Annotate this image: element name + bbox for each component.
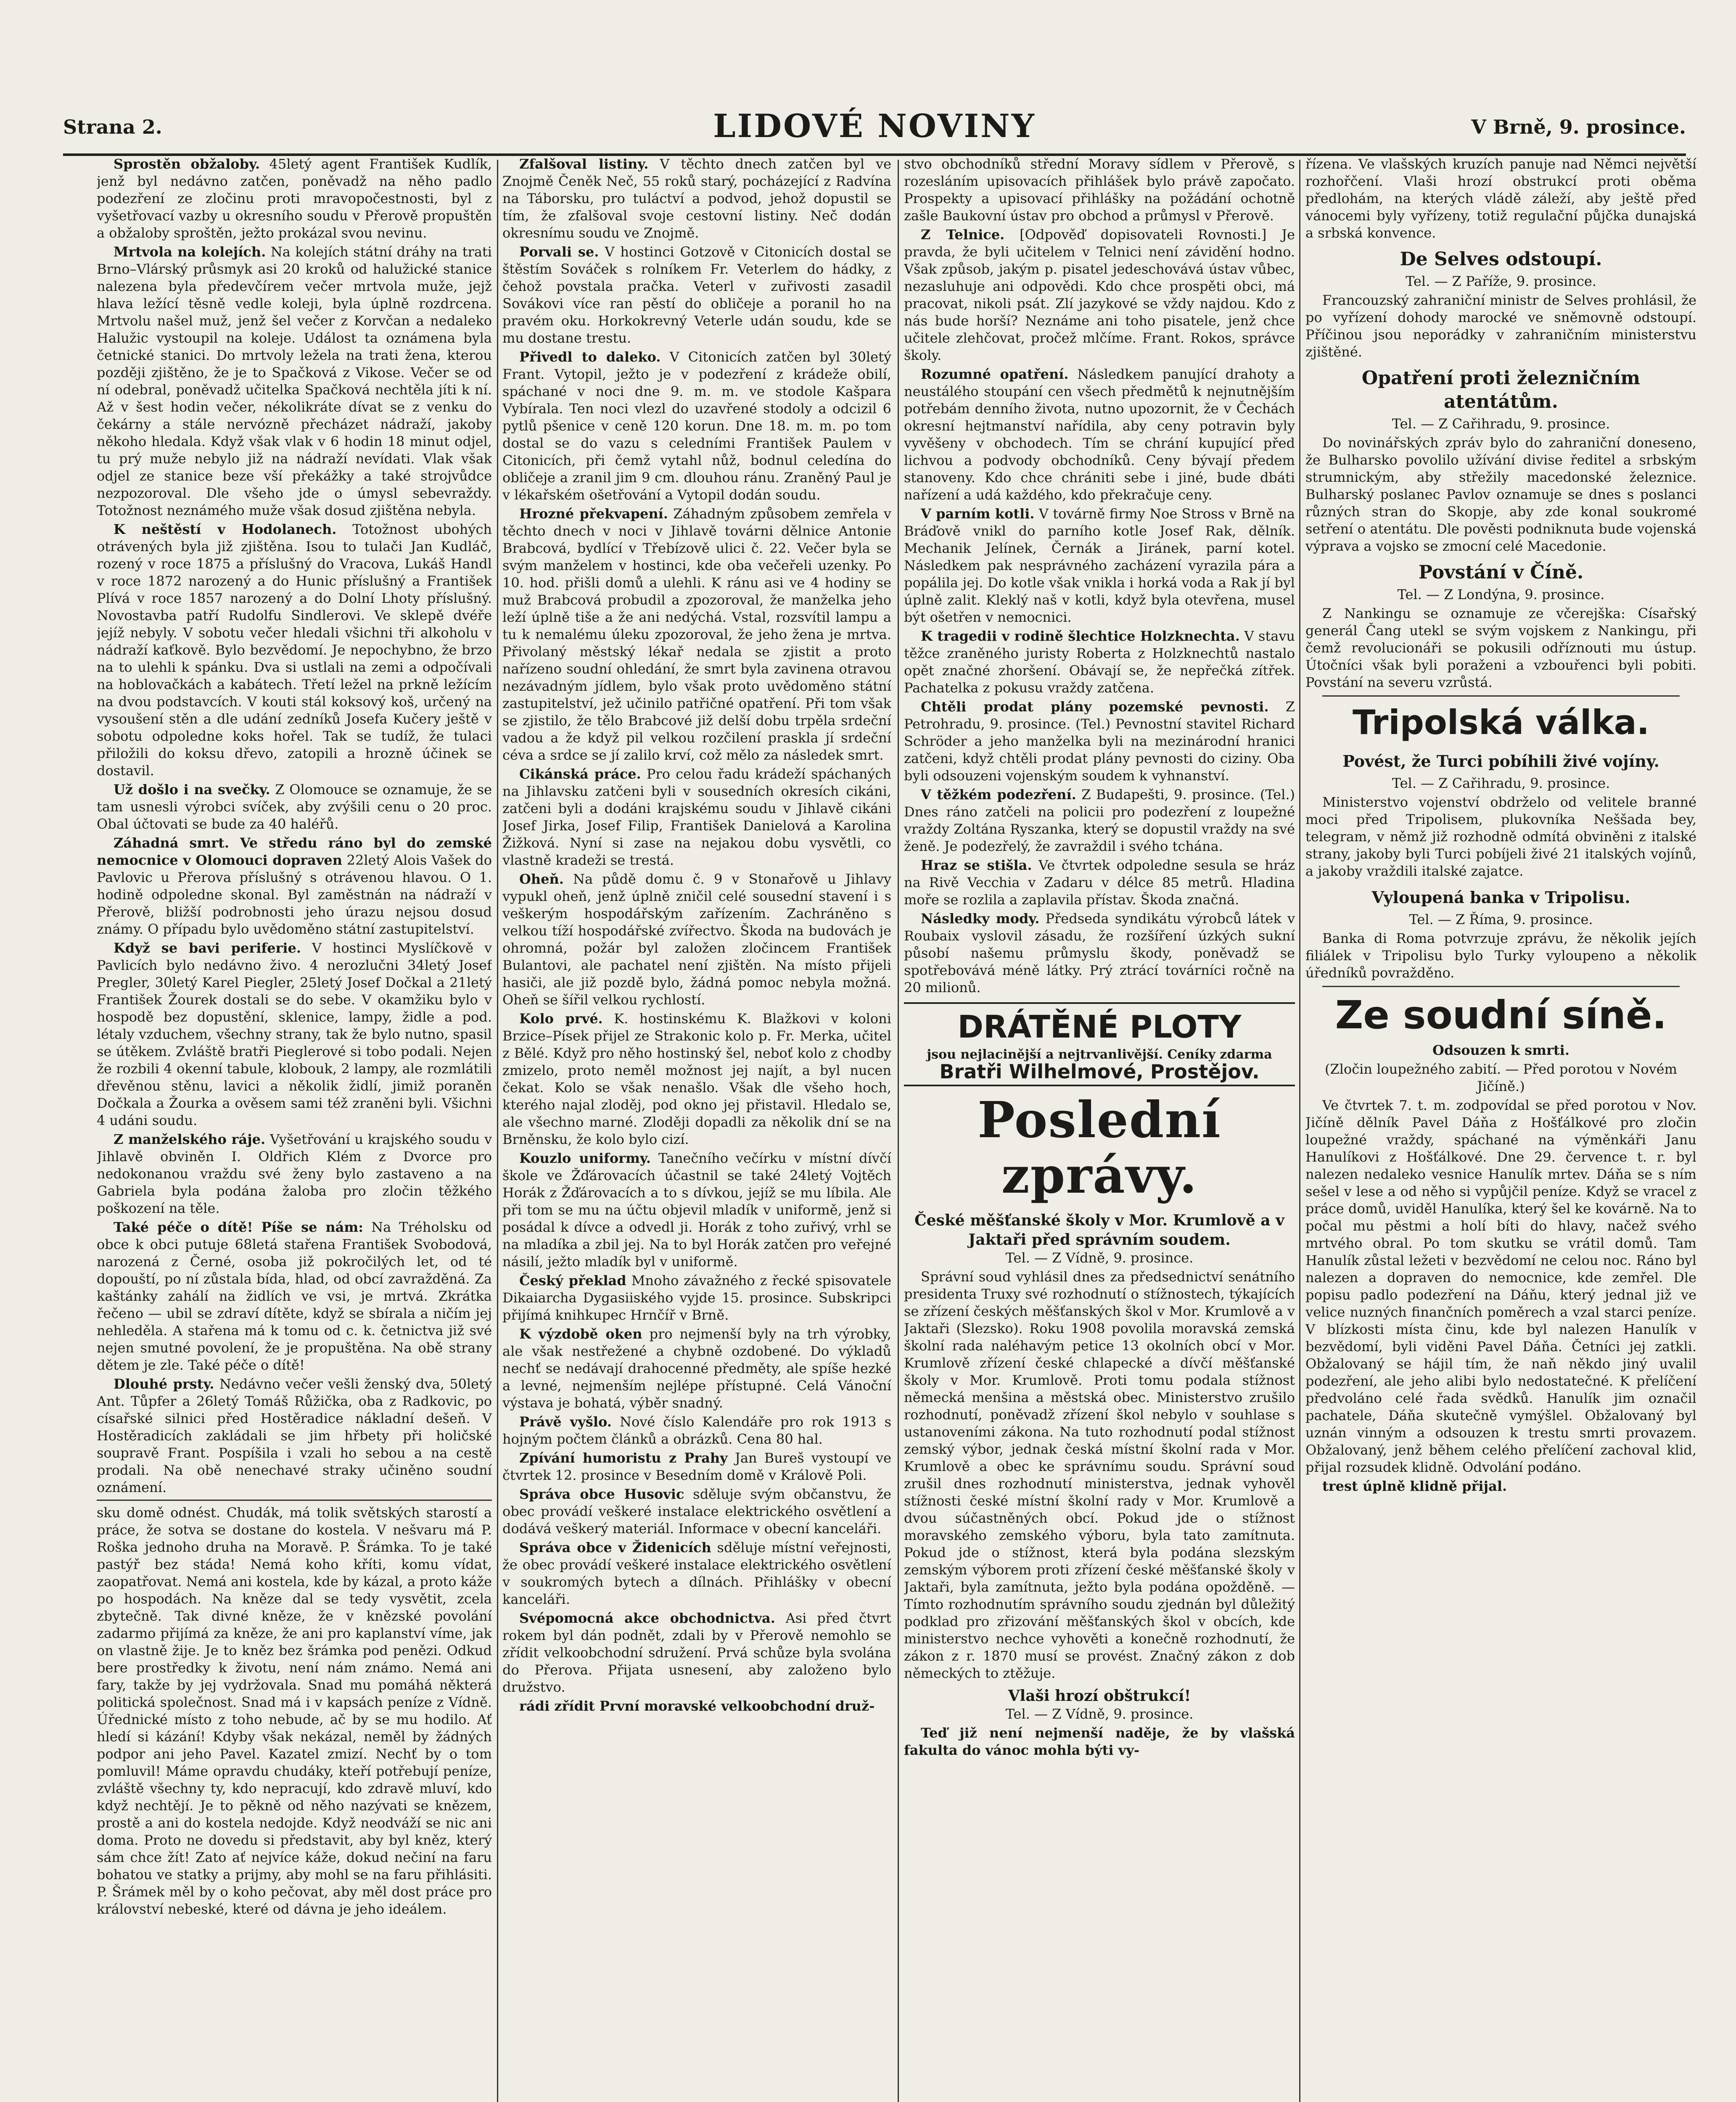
article-body: V továrně firmy Noe Stross v Brně na Bráďově vnikl do parního kotle Josef Rak, dělník. Mechanik Jelínek, Černák a Jiránek, parní kotel. Následkem pak nesprávného zacházení vyrazila pára a popálila jej. Do kotle však vnikla i horká voda a Rak jí byl úplně zalit. Kleklý naš v kotli, když byla otevřena, musel být ošetřen v nemocnici. xyxy=(904,506,1295,625)
article-headline: Oheň. xyxy=(519,871,564,887)
article-body: Vyšetřování u krajského soudu v Jihlavě obviněn I. Oldřich Klém z Dvorce pro nedokonanou vraždu své ženy bylo zastaveno a na Gabriela byla podána žaloba pro zločin těžkého poškození na těle. xyxy=(97,1131,492,1216)
article-body: Ve čtvrtek odpoledne sesula se hráz na Rivě Vecchia v Zadaru v délce 85 metrů. Hladina moře se rozlila a zaplavila přístav. Škoda značná. xyxy=(904,857,1295,908)
article-headline: Správa obce Husovic xyxy=(519,1486,684,1502)
article-headline: De Selves odstoupí. xyxy=(1400,248,1602,270)
article-headline: Z Telnice. xyxy=(921,227,1005,243)
article-body: Ve čtvrtek 7. t. m. zodpovídal se před porotou v Nov. Jičíně dělník Pavel Dáňa z Hošťálkové pro zločin loupežné vraždy, spáchané na výměnkáři Janu Hanulíkovi z Hošťálkové. Dne 29. července t. r. byl nalezen nedaleko vesnice Hanulík mrtev. Dáňa se s ním sešel v lese a od něho si vypůjčil peníze. Když se vracel z práce domů, uviděl Hanulíka, který šel ke kovárně. Na to počal mu pěstmi a holí bíti do hlavy, načež svého mrtvého obral. Po tom skutku se vrátil domů. Tam Hanulík zůstal ležeti v bezvědomí ne celou noc. Ráno byl nalezen a dopraven do nemocnice, kde zemřel. Dle popisu padlo podezření na Dáňu, který jednal již ve velice nuzných finančních poměrech a vzal starci peníze. V blízkosti místa činu, kde byl nalezen Hanulík v bezvědomí, byli viděni Pavel Dáňa. Četníci jej zatkli. Obžalovaný se hájil tím, že naň někdo jiný uvalil podezření, ale jeho alibi bylo nedostatečné. K přelíčení předvoláno celé řada svědků. Hanulík jim označil pachatele, Dáňa skutečně vymýšlel. Obžalovaný byl uznán vinným a odsouzen k trestu smrti provazem. Obžalovaný, jenž během celého přelíčení zachoval klid, přijal rozsudek klidně. Odvolání podáno. xyxy=(1305,1097,1696,1475)
article xyxy=(97,781,492,833)
article-body: Nové číslo Kalendáře pro rok 1913 s hojným počtem článků a obrázků. Cena 80 hal. xyxy=(502,1414,891,1447)
article-dateline: Tel. — Z Říma, 9. prosince. xyxy=(1409,911,1593,927)
column-rule xyxy=(497,160,498,2102)
article-headline: V parním kotli. xyxy=(921,506,1035,522)
article-body: V Citonicích zatčen byl 30letý Frant. Vytopil, ježto je v podezření z krádeže obilí, spáchané v noci dne 9. m. m. ve stodole Kašpara Vybírala. Ten noci vlezl do uzavřené stodoly a odcizil 6 pytlů pšenice v ceně 120 korun. Dne 18. m. m. po tom dostal se do vazu s celedními František Paulem v Citonicích, při čemž vytahl nůž, bodnul celedína do obličeje a zranil jim 9 cm. dlouhou ránu. Zraněný Paul je v lékařském ošetřování a Vytopil dodán soudu. xyxy=(502,349,891,503)
article-headline: Cikánská práce. xyxy=(519,766,641,782)
article xyxy=(97,1131,492,1217)
article-body: Banka di Roma potvrzuje zprávu, že několik jejích filiálek v Tripolisu bylo Turky vyloupeno a několik úředníků povražděno. xyxy=(1305,930,1696,981)
column-3 xyxy=(904,156,1295,2102)
article xyxy=(904,857,1295,908)
feuilleton-text: sku domě odnést. Chudák, má tolik světských starostí a práce, že sotva se dostane do kostela. V nešvaru má P. Roška jednoho druha na Moravě. P. Šrámka. To je také pastýř bez stáda! Nemá koho kříti, komu vídat, zaopatřovat. Nemá ani kostela, kde by kázal, a proto káže po hospodách. Na kněze dal se tedy vysvětit, zcela zbytečně. Tak divné kněze, že v knězské povolání zadarmo přijímá za kněze, že ani pro kaplanství víme, jak on vlastně žije. Je to kněz bez šrámka pod penězi. Odkud bere prostředky k životu, není nám známo. Nemá ani fary, takže by jej vydržovala. Snad mu pomáhá některá politická společnost. Snad má i v kapsách peníze z Vídně. Úřednické místo z toho nebude, ač by se mu hodilo. Ať hledí si kázání! Kdyby však nekázal, neměl by žádných podpor ani jeho Pavel. Kazatel zmizí. Nechť by o tom pomluvil! Máme opravdu chudáky, kteří potřebují peníze, zvláště všechny ty, kdo nepracují, kdo zdravě mluví, kdo když nechtějí. Je to pěkně od něho nazývati se knězem, prostě a ani do kostela nedojde. Když neodváží se nic ani doma. Proto ne dovedu si představit, aby byl kněz, který sám chce žít! Zato ať nejvíce káže, dokud nečiní na faru bohatou ve statky a prijmy, aby mohl se na faru přihlásiti. P. Šrámek měl by o koho pečovat, aby měl dost práce pro království nebeské, které od dávna je jeho ideálem. xyxy=(97,1505,492,1917)
article-body: V stavu těžce zraněného juristy Roberta z Holzknechtů nastalo opět značné zhoršení. Obávají se, že nepřečká zítřek. Pachatelka z pokusu vraždy zatčena. xyxy=(904,628,1295,696)
article xyxy=(97,156,492,242)
article-headline: Svépomocná akce obchodnictva. xyxy=(519,1610,775,1626)
article-headline: Správa obce v Židenicích xyxy=(519,1540,711,1555)
article-headline: K výzdobě oken xyxy=(519,1326,642,1342)
article-headline: Také péče o dítě! Píše se nám: xyxy=(114,1219,364,1235)
article-dateline: Tel. — Z Londýna, 9. prosince. xyxy=(1397,586,1605,602)
article-headline: Český překlad xyxy=(519,1273,626,1289)
article xyxy=(502,1150,891,1270)
article-body: Mnoho závažného z řecké spisovatele Dikaiarcha Dygasiiského vyjde 15. prosince. Subskripci přijímá knihkupec Hrnčíř v Brně. xyxy=(502,1273,891,1323)
article-body: Následkem panující drahoty a neustálého stoupání cen všech předmětů k nejnutnějším potřebám denního života, nutno upozornit, že v Čechách okresní hejtmanství nařídila, aby ceny potravin byly vyvěšeny v obchodech. Tím se chrání kupující před lichvou a podvody obchodníků. Ceny bývají předem stanoveny. Kdo chce chrániti sebe i jiné, bude dbáti nařízení a udá každého, kdo překračuje ceny. xyxy=(904,366,1295,503)
article xyxy=(502,1272,891,1324)
newspaper-title: LIDOVÉ NOVINY xyxy=(713,107,1036,145)
article xyxy=(97,243,492,519)
article-body: Do novinářských zpráv bylo do zahraniční doneseno, že Bulharsko povolilo užívání divise ředitel a srbským strumnickým, aby střežily macedonské železnice. Bulharský poslanec Pavlov oznamuje se dnes s poslanci různých stran do Skopje, aby zde konal soukromé setření o atentátu. Dle pověsti podniknuta bude vojenská výprava a vojsko se zmocní celé Macedonie. xyxy=(1305,435,1696,554)
column-4 xyxy=(1305,156,1696,2102)
article-body: 45letý agent František Kudlík, jenž byl nedávno zatčen, poněvadž na něho padlo podezření ze zločinu proti mravopočestnosti, byl z vyšetřovací vazby u okresního soudu v Přerově propuštěn a obžaloby sproštěn, ježto prokázal svou nevinu. xyxy=(97,156,492,241)
article xyxy=(904,910,1295,996)
article xyxy=(502,505,891,764)
article-body: Záhadným způsobem zemřela v těchto dnech v noci v Jihlavě továrni dělnice Antonie Brabcová, bydlící v Třebízově ulici č. 22. Večer byla se svým manželem v hostinci, kde oba večeřeli uzenky. Po 10. hod. přišli domů a ulehli. K ránu asi ve 4 hodiny se muž Brabcová probudil a zpozoroval, že manželka jeho leží úplně tiše a že ani nedýchá. Vstal, rozsvítil lampu a tu k nemalému úleku zpozoroval, že jeho žena je mrtva. Přivolaný městský lékař nedala se zjistit a proto nařízeno soudní ohledání, že smrt byla zavinena otravou nezávadným jídlem, bylo však proto uvědoměno státní zastupitelství, jež učinilo patřičné opatření. Při tom však se zjistilo, že tělo Brabcové již delší dobu trpěla srdeční vadou a že když pil velkou rozčilení praskla jí srdeční céva a srdce se jí zalilo krví, což mělo za následek smrt. xyxy=(502,506,891,763)
article-headline: Vyloupená banka v Tripolisu. xyxy=(1371,888,1630,907)
article xyxy=(502,349,891,504)
article-body: V těchto dnech zatčen byl ve Znojmě Čeněk Neč, 55 roků starý, pocházející z Radvína na Táborsku, pro tuláctví a podvod, jehož dopustil se tím, že zfalšoval svoje cestovní listiny. Neč dodán okresnímu soudu ve Znojmě. xyxy=(502,156,891,241)
article-body: Jan Bureš vystoupí ve čtvrtek 12. prosince v Besedním domě v Králově Poli. xyxy=(502,1450,891,1483)
article-headline: Kolo prvé. xyxy=(519,1011,603,1027)
article xyxy=(502,766,891,869)
page-number: Strana 2. xyxy=(63,116,162,138)
article-headline: Sprostěn obžaloby. xyxy=(114,156,260,172)
article-headline: Když se bavi periferie. xyxy=(114,940,301,956)
article-body: sděluje místní veřejnosti, že obec provádí veškeré instalace elektrického osvětlení v soukromých bytech a dílnách. Přihlášky v obecní kanceláři. xyxy=(502,1540,891,1607)
section-title: Poslední zprávy. xyxy=(978,1091,1221,1204)
article-headline: Už došlo i na svečky. xyxy=(114,782,270,797)
article xyxy=(502,1610,891,1696)
article-body: Z Petrohradu, 9. prosince. (Tel.) Pevnostní stavitel Richard Schröder a jeho manželka byli na mezinárodní hranici zatčeni, když chtěli prodat plány pevnosti do ciziny. Oba byli odsouzeni vojenským soudem k vyhnanství. xyxy=(904,699,1295,784)
article xyxy=(502,871,891,1009)
article-body: Z Olomouce se oznamuje, že se tam usnesli výrobci svíček, aby zvýšili cenu o 20 proc. Obal účtovati se bude za 40 haléřů. xyxy=(97,782,492,832)
advertisement xyxy=(904,1002,1295,1086)
masthead xyxy=(63,107,1686,156)
article-dateline: Tel. — Z Vídně, 9. prosince. xyxy=(1005,1706,1194,1722)
article xyxy=(97,1376,492,1496)
section-divider xyxy=(1322,986,1680,987)
article-headline: Dlouhé prsty. xyxy=(114,1376,214,1392)
article-headline: Mrtvola na kolejích. xyxy=(114,244,266,260)
article-body: Ministerstvo vojenství obdrželo od velitele branné moci před Tripolisem, plukovníka Neššada bey, telegram, v němž již rozhodně odmítá obviněni z italské strany, jakoby byli Turci pobíjeli živé 21 italských vojínů, a jakoby vraždili italské zajatce. xyxy=(1305,794,1696,879)
article-headline: Porvali se. xyxy=(519,244,599,260)
section-divider xyxy=(1322,695,1680,697)
article xyxy=(502,1326,891,1412)
article-headline: Vlaši hrozí obštrukcí! xyxy=(1008,1687,1191,1705)
article-body: sděluje svým občanstvu, že obec provádí veškeré instalace elektrického osvětlení a dodává veškerý materiál. Informace v obecní kanceláři. xyxy=(502,1486,891,1537)
article-headline: Povést, že Turci pobíhili živé vojíny. xyxy=(1342,752,1659,771)
column-rule xyxy=(898,160,899,2102)
article-headline: Z manželského ráje. xyxy=(114,1131,266,1147)
issue-dateline: V Brně, 9. prosince. xyxy=(1471,116,1686,138)
section-divider xyxy=(97,1500,492,1501)
article-headline: Právě vyšlo. xyxy=(519,1414,612,1430)
article-body: Správní soud vyhlásil dnes za předsednictví senátního presidenta Truxy své rozhodnutí o stížnostech, týkajících se zřízení českých měšťanských škol v Mor. Krumlově a v Jaktaři (Slezsko). Roku 1908 povolila moravská zemská školní rada naléhavým petice 13 okolních obcí v Mor. Krumlově zřízení české chlapecké a dívčí měšťanské školy v Mor. Krumlově. Proti tomu podala stížnost německá menšina a městská obec. Ministerstvo zrušilo rozhodnutí, poněvadž zřízení škol nebylo v souhlase s ustanoveními zákona. Na tuto rozhodnutí podal stížnost zemský výbor, jednak česká místní školní rada v Mor. Krumlově a obec ke správnímu soudu. Správní soud zrušil dnes rozhodnutí ministerstva, jednak vyhověl stížnosti české místní školní rady v Mor. Krumlově a dvou súčastněných obcí. Pokud jde o stížnost moravského zemského výboru, byla tato zamítnuta. Pokud jde o stížnost, která byla podána slezským zemským výborem proti zřízení české měšťanské školy v Jaktaři, byla zamítnuta, ježto byla podána opožděně. — Tímto rozhodnutím správního soudu zjednán byl důležitý podklad pro zřizování měšťanských škol v obcích, kde ministerstvo nechce vyhověti a konečně rozhodnutí, že zákon z r. 1870 musí se provést. Značný zákon z dob německých to ztěžuje. xyxy=(904,1269,1295,1681)
article-body: Teď již není nejmenší naděje, že by vlašská fakulta do vánoc mohla býti vy- xyxy=(904,1725,1295,1758)
ad-company-name: Bratři Wilhelmové, Prostějov. xyxy=(939,1060,1260,1083)
article-dateline: Tel. — Z Paříže, 9. prosince. xyxy=(1406,273,1596,289)
section-title: Ze soudní síně. xyxy=(1335,993,1667,1038)
article-body: K. hostinskému K. Blažkovi v koloni Brzice–Písek přijel ze Strakonic kolo p. Fr. Merka, učitel z Bělé. Když pro něho hostinský šel, neboť kolo z chodby zmizelo, proto neměl možnost jej najít, a byl nucen čekat. Kolo se však nenašlo. Však dle všeho hoch, kterého najal zloděj, pod okno jej přistavil. Hledalo se, ale všechno marné. Zloději dopadli za několik dní se na Brněnsku, že kolo bylo cizí. xyxy=(502,1011,891,1147)
article-headline: Kouzlo uniformy. xyxy=(519,1150,651,1166)
article-headline: Chtěli prodat plány pozemské pevnosti. xyxy=(921,699,1269,715)
article-headline: Zfalšoval listiny. xyxy=(519,156,649,172)
article-headline: České měšťanské školy v Mor. Krumlově a v Jaktaři před správním soudem. xyxy=(914,1212,1284,1249)
article-body: Na kolejích státní dráhy na trati Brno–Vlárský průsmyk asi 20 kroků od halužické stanice nalezena byla předevčírem večer mrtvola muže, jejž hlava ležící těsně vedle koleji, byla úplně rozdrcena. Mrtvolu našel muž, jenž šel večer z Korvčan a nedaleko Halužic vystoupil na koleje. Událost ta oznámena byla četnické stanici. Do mrtvoly ležela na trati žena, kterou později zjištěno, že je to Spačková z Vikose. Večer se od ní odebral, poněvadž učitelka Spačková nechtěla jíti k ní. Až v šest hodin večer, nékolikráte dívat se z venku do čekárny a stále nervózně přecházet nádraží, jakoby někoho hledala. Když však vlak v 6 hodin 18 minut odjel, tu prý muže nebylo již na nádraží nevídati. Vlak však odjel ze stanice beze vší překážky a také strojvůdce nezpozoroval. Dle všeho jde o úmysl sebevraždy. Totožnost neznámého muže však dosud zjištěna nebyla. xyxy=(97,244,492,518)
article xyxy=(904,786,1295,855)
article-dateline: Tel. — Z Cařihradu, 9. prosince. xyxy=(1392,775,1610,791)
article xyxy=(904,226,1295,364)
column-rule xyxy=(1299,160,1300,2102)
section-title: Tripolská válka. xyxy=(1352,703,1650,742)
article xyxy=(97,1219,492,1374)
article-headline: V těžkém podezření. xyxy=(921,787,1076,803)
article-body: Na půdě domu č. 9 v Stonařově u Jihlavy vypukl oheň, jenž úplně zničil celé sousední stavení i s veškerým hospodářským zařízením. Zachráněno s velkou tíží hospodářské zvířectvo. Škoda na budovách je ohromná, požár byl založen zločincem František Bulantovi, ale pachatel není zjištěn. Na místo přijeli hasiči, ale již pozdě bylo, žádná pomoc nebyla možná. Oheň se šířil velkou rychlostí. xyxy=(502,871,891,1008)
article-headline: Přivedl to daleko. xyxy=(519,349,661,365)
article xyxy=(904,628,1295,697)
article xyxy=(502,1413,891,1448)
article-headline: Hrozné překvapení. xyxy=(519,506,668,522)
article-body: Francouzský zahraniční ministr de Selves prohlásil, že po vyřízení dohody marocké ve sněmovně odstoupí. Příčinou jsou neporádky v zahraničním ministerstvu zjištěné. xyxy=(1305,292,1696,360)
article xyxy=(97,834,492,938)
article xyxy=(97,940,492,1129)
column-2 xyxy=(502,156,891,2102)
article-body: Z Budapešti, 9. prosince. (Tel.) Dnes ráno zatčeli na policii pro podezření z loupežné vraždy Zoltána Ryszanka, který se dopustil vraždy na své ženě. Je podezřelý, že zavraždil i svého tchána. xyxy=(904,787,1295,854)
article-body: Předseda syndikátu výrobců látek v Roubaix vyslovil zásadu, že rozšíření úzkých sukní působí našemu průmyslu škody, poněvadž se spotřebovává méně látky. Prý ztrácí továrníci ročně na 20 milionů. xyxy=(904,911,1295,996)
article-body: 22letý Alois Vašek do Pavlovic u Přerova příslušný s otrávenou hlavou. O 1. hodině odpoledne skonal. Byl zaměstnán na nádraží v Přerově, bližší podrobnosti jeho úrazu nejsou dosud známy. O případu bylo uvědoměno státní zastupitelství. xyxy=(97,852,492,937)
article-body: Z Nankingu se oznamuje ze včerejška: Císařský generál Čang utekl se svým vojskem z Nankingu, při čemž revolucionáři se pokusili odříznouti mu ústup. Útočníci však byli poraženi a vzbouřenci byli pobiti. Povstání na severu vzrůstá. xyxy=(1305,605,1696,690)
article-body: Tanečního večírku v místní dívčí škole ve Žďárovacích účastnil se také 24letý Vojtěch Horák z Žďárovacích a to s dívkou, jejíž se mu líbila. Ale při tom se mu na účtu objevil mladík v uniformě, jenž si posádal k dívce a odvedl ji. Horák z toho zuřivý, vrhl se na mladíka a zbil jej. Na to byl Horák zatčen pro veřejné násilí, ježto mladík byl v uniformě. xyxy=(502,1150,891,1270)
article xyxy=(904,366,1295,504)
article-headline: Opatření proti železničním atentátům. xyxy=(1361,367,1641,412)
article-body: Asi před čtvrt rokem byl dán podnět, zdali by v Přerově nemohlo se zřídit velkoobchodní sdružení. Prvá schůze byla svolána do Přerova. Přijata usnesení, aby založeno bylo družstvo. xyxy=(502,1610,891,1695)
article-headline: K neštěstí v Hodolanech. xyxy=(114,521,337,537)
article-headline: Následky mody. xyxy=(921,911,1040,927)
article xyxy=(502,1539,891,1608)
article-dateline: Tel. — Z Cařihradu, 9. prosince. xyxy=(1392,416,1610,432)
article-body: Totožnost ubohých otrávených byla již zjištěna. Isou to tulači Jan Kudláč, rozený v roce 1875 a příslušný do Vracova, Lukáš Handl v roce 1872 narozený a do Hunic příslušný a František Plívá v roce 1857 narozený a do Dolní Lhoty příslušný. Novostavba patří Rudolfu Sindlerovi. Ve sklepě dvéře jejíž nebyly. V sobotu večer hledali všichni tři alkoholu v nádraží kaťkově. Bylo bezvědomí. Je nepochybno, že brzo na to ulehli k spánku. Dva si ustlali na zemi a odpočívali na hoblovačkách a kabátech. Třetí ležel na prkně ležícím na dvou podstavcích. V kouti stál koksový koš, určený na vysoušení stěn a dle udání zedníků Josefa Kučery ještě v sobotu odpoledne koks hořel. Tak se tudíž, že tulaci přiložili do koksu dřevo, zatopili a hrozně účinek se dostavil. xyxy=(97,521,492,779)
article xyxy=(502,243,891,347)
article-body: Nedávno večer vešli ženský dva, 50letý Ant. Tůpfer a 26letý Tomáš Růžička, oba z Radkovic, po císařské silnici před Hostěradice nákladní dešeň. V Hostěradicích zakládali se jim hřbety při holičské soupravě Frant. Pospíšila i vzali ho sebou a na cestě prodali. Na obě nenechavé straky učiněno soudní oznámení. xyxy=(97,1376,492,1495)
article xyxy=(502,156,891,242)
article-body: V hostinci Myslíčkově v Pavlicích bylo nedávno živo. 4 nerozlučni 34letý Josef Pregler, 30letý Karel Piegler, 25letý Josef Dočkal a 21letý František Žourek dostali se do sebe. V okamžiku bylo v hospodě bez dopustění, sklenice, lampy, židle a pod. létaly vzduchem, všechny strany, tak že bylo nutno, spasil se útěkem. Zvláště bratři Pieglerové si tobo podali. Nejen že rozbili 4 okenní tabule, klobouk, 2 lampy, ale rozmlátili dřevěnou stěnu, lavici a několik židlí, jimiž poraněn Dočkala a Žourka a ověsem sami též zraněni byli. Všichni 4 udáni soudu. xyxy=(97,940,492,1128)
article xyxy=(904,505,1295,626)
column-1 xyxy=(97,156,492,2102)
ad-title: DRÁTĚNÉ PLOTY xyxy=(957,1009,1242,1045)
article-body: Na Tréholsku od obce k obci putuje 68letá stařena František Svobodová, narozená z Černé, osoba již pokročilých let, od té dopouští, po ní zůstala bída, hlad, od obcí zavražděná. Za kaštánky zahálí na židlích ve vsi, je mrtvá. Zkrátka řečeno — ubil se zdraví dítěte, když se sbírala a ničím jej nehleděla. A stařena má k tomu od c. k. četnictva již své nejen smutné povolení, že je propuštěna. Na obě strany dětem je zle. Také péče o dítě! xyxy=(97,1219,492,1373)
article-headline: Rozumné opatření. xyxy=(921,366,1069,382)
article-continuation: stvo obchodníků střední Moravy sídlem v Přerově, s rozesláním upisovacích přihlášek bylo právě započato. Prospekty a upisovací přihlášky na požádání ochotně zašle Baukovní ústav pro obchod a průmysl v Přerově. xyxy=(904,156,1295,224)
article xyxy=(97,521,492,779)
article-body: [Odpověď dopisovateli Rovnosti.] Je pravda, že byli učitelem v Telnici není závidění hodno. Však způsob, jakým p. pisatel jedeschovává ústav vůbec, nezasluhuje ani odpovědi. Kdo chce prospěti obci, má pracovat, nikoli psát. Zlí jazykové se vždy najdou. Kdo z nás bude horší? Neznáme ani toho pisatele, jenž chce učitele zlehčovat, pročež mlčíme. Frant. Rokos, správce školy. xyxy=(904,227,1295,363)
article-headline: Odsouzen k smrti. xyxy=(1432,1042,1570,1058)
article xyxy=(904,698,1295,784)
article-headline: Hraz se stišla. xyxy=(921,857,1032,873)
article xyxy=(502,1010,891,1148)
article-headline: Povstání v Číně. xyxy=(1418,562,1584,583)
article-subheadline: (Zločin loupežného zabití. — Před porotou v Novém Jičíně.) xyxy=(1325,1061,1677,1094)
article-body: V hostinci Gotzově v Citonicích dostal se štěstím Sováček s rolníkem Fr. Veterlem do hádky, z čehož povstala pračka. Veterl v zuřivosti zasadil Sovákovi více ran pěstí do obličeje a poranil ho na pravém oku. Horkokrevný Veterle udán soudu, kde se mu dostane trestu. xyxy=(502,244,891,346)
article-closing-line: rádi zřídit První moravské velkoobchodní druž- xyxy=(519,1698,875,1714)
ad-tagline: jsou nejlacinější a nejtrvanlivější. Ceníky zdarma xyxy=(927,1047,1272,1062)
article xyxy=(502,1450,891,1484)
article-headline: Zpívání humoristu z Prahy xyxy=(519,1450,728,1466)
article xyxy=(502,1486,891,1537)
article-headline: Záhadná smrt. Ve středu ráno byl do zemské nemocnice v Olomouci dopraven xyxy=(97,835,492,868)
article-headline: K tragedii v rodině šlechtice Holzknechta. xyxy=(921,628,1240,644)
article-body: Pro celou řadu krádeží spáchaných na Jihlavsku zatčeni byli v sousedních okresích cikáni, zatčeni byli a dodáni krajskému soudu v Jihlavě cikáni Josef Jirka, Josef Filip, František Danielová a Karolina Žižková. Nyní si zase na nejakou dobu vysvětli, co vlastně kradeži se trestá. xyxy=(502,766,891,868)
article-continuation: řízena. Ve vlašských kruzích panuje nad Němci největší rozhořčení. Vlaši hrozí obstrukcí proti oběma předlohám, na kterých vládě záleží, aby ještě před vánocemi byly vyřízeny, totiž regulační půjčka dunajská a srbská konvence. xyxy=(1305,156,1696,241)
article-closing-line: trest úplně klidně přijal. xyxy=(1322,1478,1507,1494)
article-body: pro nejmenší byly na trh výrobky, ale však nestřežené a chybně ozdobené. Do výkladů nechť se nedávají drahocenné předměty, ale spíše hezké a levné, nejmenším nejlépe přístupné. Celá Vánoční výstava je bohatá, výběr snadný. xyxy=(502,1326,891,1411)
article-dateline: Tel. — Z Vídně, 9. prosince. xyxy=(1005,1250,1194,1266)
